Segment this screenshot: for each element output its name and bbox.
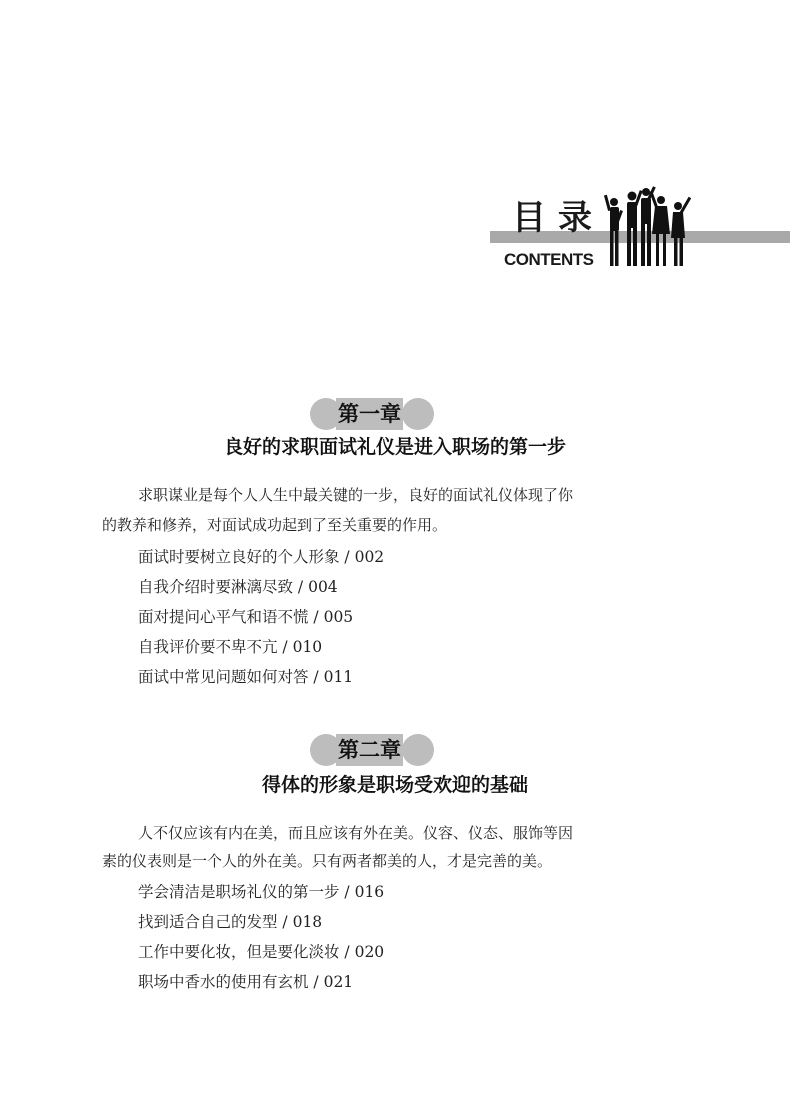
toc-entry[interactable]: 学会清洁是职场礼仪的第一步 / 016	[138, 883, 385, 901]
pill-right-cap	[402, 398, 434, 430]
chapter-2-intro-line-2: 素的仪表则是一个人的外在美。只有两者都美的人，才是完善的美。	[102, 852, 553, 870]
celebrating-people-silhouette-icon	[604, 186, 696, 270]
toc-entry[interactable]: 工作中要化妆，但是要化淡妆 / 020	[138, 943, 385, 961]
toc-entry[interactable]: 面对提问心平气和语不慌 / 005	[138, 608, 354, 626]
chapter-2-badge	[310, 734, 434, 766]
toc-entry[interactable]: 面试时要树立良好的个人形象 / 002	[138, 548, 385, 566]
toc-entry[interactable]: 找到适合自己的发型 / 018	[138, 913, 323, 931]
toc-entry[interactable]: 面试中常见问题如何对答 / 011	[138, 668, 354, 686]
chapter-2-label: 第二章	[336, 734, 403, 766]
chapter-1-intro-line-1: 求职谋业是每个人人生中最关键的一步，良好的面试礼仪体现了你	[138, 486, 574, 504]
chapter-1-title: 良好的求职面试礼仪是进入职场的第一步	[223, 436, 566, 458]
toc-entry[interactable]: 职场中香水的使用有玄机 / 021	[138, 973, 354, 991]
chapter-2-intro-line-1: 人不仅应该有内在美，而且应该有外在美。仪容、仪态、服饰等因	[138, 824, 574, 842]
chapter-1-intro-line-2: 的教养和修养，对面试成功起到了至关重要的作用。	[102, 516, 448, 534]
page-subtitle: CONTENTS	[504, 250, 594, 269]
pill-right-cap	[402, 734, 434, 766]
page-title: 目录	[512, 198, 604, 238]
toc-entry[interactable]: 自我介绍时要淋漓尽致 / 004	[138, 578, 338, 596]
chapter-2-title: 得体的形象是职场受欢迎的基础	[261, 774, 528, 796]
toc-entry[interactable]: 自我评价要不卑不亢 / 010	[138, 638, 323, 656]
chapter-1-badge	[310, 398, 434, 430]
chapter-1-label: 第一章	[336, 398, 403, 430]
